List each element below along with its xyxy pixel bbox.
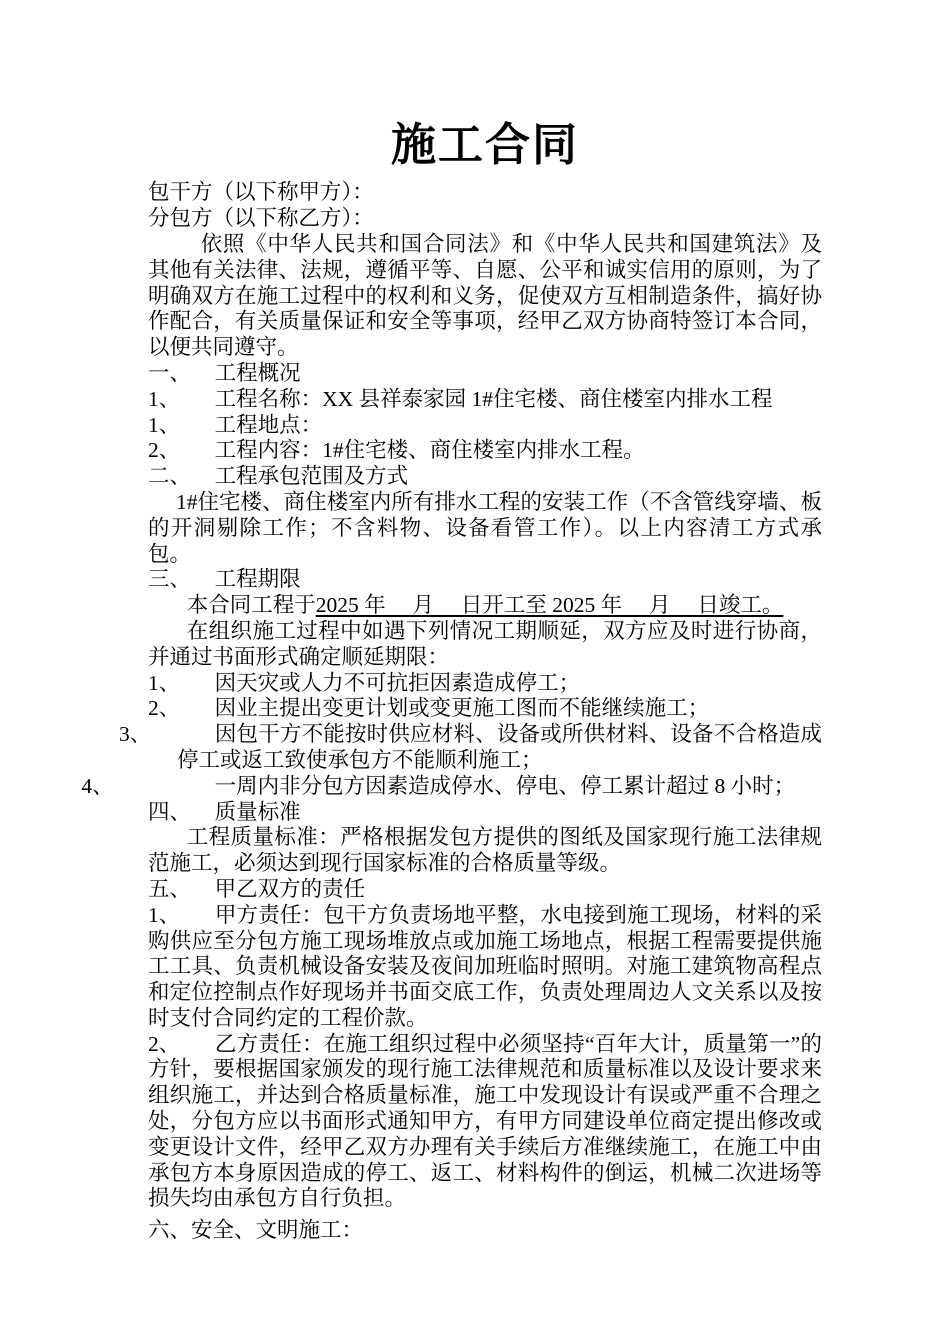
text-run: 乙方责任：在施工组织过程中必须坚持“百年大计，质量第一”的方针，要根据国家颁发的现行施工法律规范和质量标准以及设计要求来组织施工，并达到合格质量标准，施工中发现设计有误或严重不合理之处，分包方应以书面形式通知甲方，有甲方同建设单位商定提出修改或变更设计文件，经甲乙双方办理有关手续后方准继续施工，在施工中由承包方本身原因造成的停工、返工、材料构件的倒运，机械二次进场等损失均由承包方自行负担。 bbox=[148, 1031, 822, 1211]
list-number: 4、 bbox=[81, 773, 114, 798]
text-run: 一周内非分包方因素造成停水、停电、停工累计超过 8 小时； bbox=[214, 773, 796, 798]
text-run: 工程名称：XX 县祥泰家园 1#住宅楼、商住楼室内排水工程 bbox=[214, 386, 773, 411]
text-run: 本合同工程于 bbox=[186, 593, 316, 618]
text-run: 因业主提出变更计划或变更施工图而不能继续施工； bbox=[214, 696, 710, 721]
paragraph bbox=[148, 361, 822, 387]
text-run: 质量标准 bbox=[214, 799, 301, 824]
document-title: 施工合同 bbox=[390, 120, 579, 170]
list-number: 一、 bbox=[148, 360, 192, 385]
list-number: 1、 bbox=[148, 386, 181, 411]
text-run: 甲方责任：包干方负责场地平整，水电接到施工现场，材料的采购供应至分包方施工现场堆放点或加施工场地点，根据工程需要提供施工工具、负责机械设备安装及夜间加班临时照明。对施工建筑物高程点和定位控制点作好现场并书面交底工作，负责处理周边人文关系以及按时支付合同约定的工程价款。 bbox=[148, 902, 822, 1030]
text-run: 因包干方不能按时供应材料、设备或所供材料、设备不合格造成停工或返工致使承包方不能顺利施工； bbox=[177, 722, 822, 772]
document-body bbox=[81, 180, 822, 1244]
paragraph bbox=[148, 413, 822, 439]
paragraph bbox=[148, 877, 822, 903]
list-number: 三、 bbox=[148, 567, 192, 592]
paragraph bbox=[81, 773, 822, 800]
list-number: 1、 bbox=[148, 670, 181, 695]
list-number: 2、 bbox=[148, 1031, 181, 1056]
list-number: 五、 bbox=[148, 876, 192, 901]
text-run: 工程地点： bbox=[214, 412, 323, 437]
text-run: 工程期限 bbox=[214, 567, 301, 592]
text-run: 工程概况 bbox=[214, 360, 301, 385]
paragraph bbox=[148, 464, 822, 490]
list-number: 3、 bbox=[118, 722, 152, 747]
text-run: 六、安全、文明施工： bbox=[148, 1218, 364, 1243]
text-run: 包干方（以下称甲方）： bbox=[148, 180, 374, 205]
list-number: 四、 bbox=[148, 799, 192, 824]
list-number: 1、 bbox=[148, 902, 181, 927]
text-run: 工程内容：1#住宅楼、商住楼室内排水工程。 bbox=[214, 438, 645, 463]
paragraph bbox=[148, 903, 822, 1032]
paragraph bbox=[148, 180, 822, 206]
fill-in-blank-date: 2025 年 月 日开工至 2025 年 月 日竣工。 bbox=[315, 593, 784, 618]
paragraph bbox=[148, 567, 822, 593]
text-run: 工程质量标准：严格根据发包方提供的图纸及国家现行施工法律规范施工，必须达到现行国家标准的合格质量等级。 bbox=[148, 825, 822, 876]
paragraph bbox=[148, 490, 822, 567]
text-run: 依照《中华人民共和国合同法》和《中华人民共和国建筑法》及其他有关法律、法规，遵循平等、自愿、公平和诚实信用的原则，为了明确双方在施工过程中的权利和义务，促使双方互相制造条件，搞好协作配合，有关质量保证和安全等事项，经甲乙双方协商特签订本合同，以便共同遵守。 bbox=[148, 231, 822, 360]
paragraph bbox=[148, 696, 822, 722]
paragraph bbox=[148, 825, 822, 877]
paragraph bbox=[148, 1218, 822, 1244]
paragraph bbox=[148, 232, 822, 361]
list-number: 二、 bbox=[148, 464, 192, 489]
paragraph bbox=[148, 1032, 822, 1213]
text-run: 甲乙双方的责任 bbox=[214, 876, 366, 901]
paragraph bbox=[148, 619, 822, 671]
text-run: 1#住宅楼、商住楼室内所有排水工程的安装工作（不含管线穿墙、板的开洞剔除工作；不含料物、设备看管工作）。以上内容清工方式承包。 bbox=[148, 489, 822, 566]
text-run: 因天灾或人力不可抗拒因素造成停工； bbox=[214, 670, 581, 695]
text-run: 分包方（以下称乙方）： bbox=[148, 206, 374, 231]
paragraph bbox=[148, 206, 822, 232]
paragraph bbox=[148, 387, 822, 413]
paragraph bbox=[148, 800, 822, 826]
paragraph bbox=[118, 722, 822, 774]
text-run: 工程承包范围及方式 bbox=[214, 464, 409, 489]
paragraph bbox=[148, 438, 822, 464]
paragraph bbox=[148, 593, 822, 619]
list-number: 2、 bbox=[148, 696, 181, 721]
list-number: 2、 bbox=[148, 438, 181, 463]
list-number: 1、 bbox=[148, 412, 181, 437]
text-run: 在组织施工过程中如遇下列情况工期顺延，双方应及时进行协商，并通过书面形式确定顺延期限： bbox=[148, 618, 822, 669]
paragraph bbox=[148, 671, 822, 697]
